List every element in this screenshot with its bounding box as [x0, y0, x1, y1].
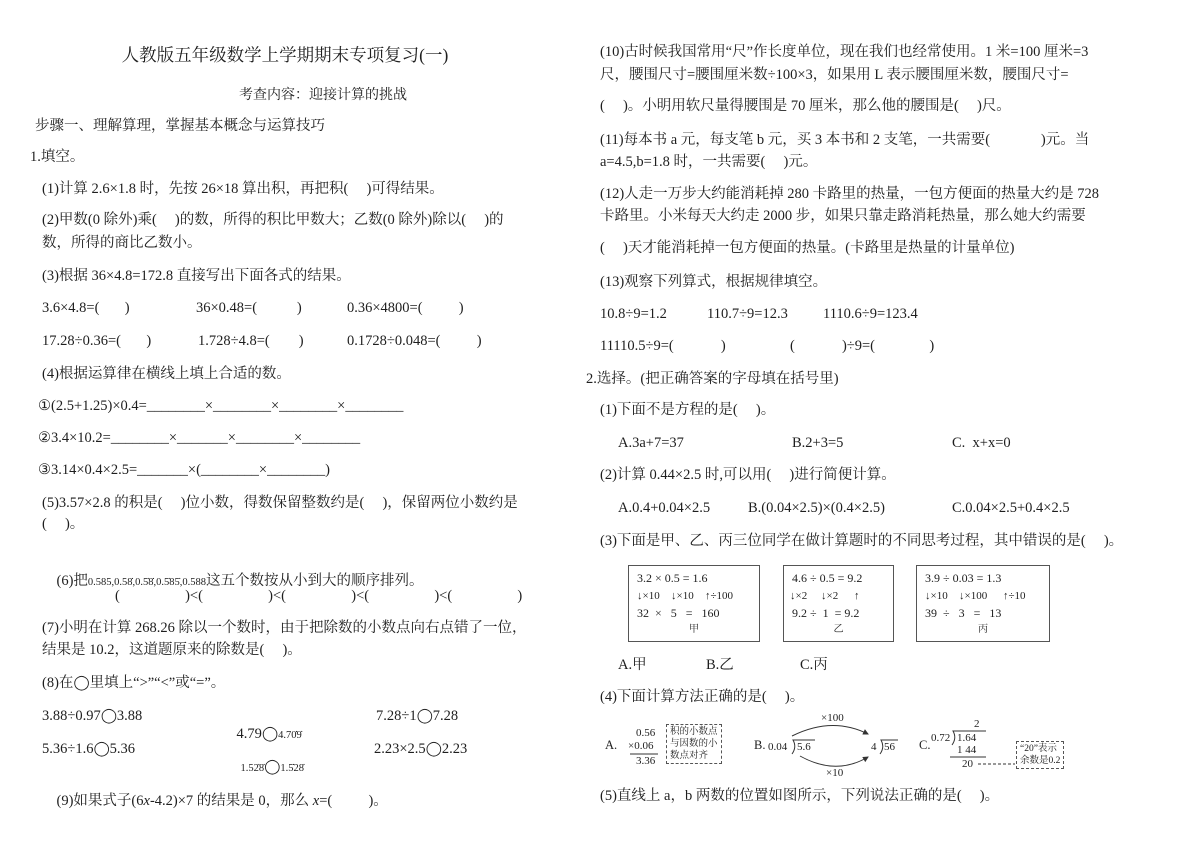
- fill-q9-part: =( )。: [319, 793, 388, 809]
- choice-q2-option-a: A.0.4+0.04×2.5: [618, 500, 711, 516]
- fill-q5-line: ( )。: [42, 516, 85, 532]
- choice-q2-prompt: (2)计算 0.44×2.5 时,可以用( )进行简便计算。: [600, 467, 896, 483]
- fill-q3-item: 1.728÷4.8=( ): [198, 333, 304, 349]
- fill-q6-answer-row: ( )<( )<( )<( )<( ): [115, 588, 523, 604]
- transform-arrow: ↓×10: [637, 590, 660, 602]
- card-transformed-equation: 39 ÷ 3 = 13: [925, 606, 1002, 620]
- fill-q13-equation: 10.8÷9=1.2: [600, 306, 667, 322]
- remainder: 20: [962, 758, 973, 770]
- scale-arrow-bottom: [800, 756, 868, 766]
- card-equation: 3.2 × 0.5 = 1.6: [637, 571, 708, 585]
- fill-q8-item-right: 1.5̇28̇: [280, 763, 304, 774]
- new-divisor: 4: [871, 741, 877, 753]
- card-transformed-equation: 32 × 5 = 160: [637, 606, 720, 620]
- option-a-note-box: [666, 724, 722, 764]
- variable-x: x: [312, 793, 320, 809]
- fill-q13-equation: 1110.6÷9=123.4: [823, 306, 918, 322]
- choice-q3-prompt: (3)下面是甲、乙、丙三位同学在做计算题时的不同思考过程，其中错误的是( )。: [600, 533, 1124, 549]
- product: 3.36: [636, 755, 656, 767]
- choice-q3-option-b: B.乙: [706, 657, 734, 673]
- card-label: 甲: [689, 624, 699, 635]
- multiplier: ×0.06: [628, 740, 654, 752]
- worksheet-subtitle: 考查内容：迎接计算的挑战: [239, 88, 407, 103]
- dividend: 1.64: [957, 732, 977, 744]
- fill-q12-line: (12)人走一万步大约能消耗掉 280 卡路里的热量，一包方便面的热量大约是 728: [600, 186, 1100, 202]
- fill-q12-line: ( )天才能消耗掉一包方便面的热量。(卡路里是热量的计量单位): [600, 240, 1015, 256]
- note-line: 与因数的小: [670, 739, 718, 749]
- dividend: 5.6: [797, 741, 811, 753]
- fill-q4-prompt: (4)根据运算律在横线上填上合适的数。: [42, 366, 291, 382]
- note-line: “20”表示: [1020, 744, 1057, 754]
- choice-q4-option-b-letter: B.: [754, 738, 766, 752]
- transform-arrow: ↑÷100: [705, 590, 734, 602]
- card-equation: 3.9 ÷ 0.03 = 1.3: [925, 571, 1002, 585]
- choice-q1-option-b: B.2+3=5: [792, 435, 844, 451]
- new-dividend: 56: [884, 741, 895, 753]
- scale-label-bottom: ×10: [826, 767, 844, 779]
- transform-arrow: ↑÷10: [1003, 590, 1026, 602]
- choice-q2-option-c: C.0.04×2.5+0.4×2.5: [952, 500, 1070, 516]
- fill-q10-line: ( )。小明用软尺量得腰围是 70 厘米，那么他的腰围是( )尺。: [600, 98, 1011, 114]
- fill-q8-item-right: 4.70̇9̇: [278, 730, 302, 741]
- fill-q2-line: (2)甲数(0 除外)乘( )的数，所得的积比甲数大；乙数(0 除外)除以( )的: [42, 212, 504, 228]
- choice-q4-option-a-letter: A.: [605, 738, 618, 752]
- fill-q5-line: (5)3.57×2.8 的积是( )位小数，得数保留整数约是( )，保留两位小数约是: [42, 495, 518, 511]
- fill-q2-line: 数，所得的商比乙数小。: [42, 235, 202, 251]
- fill-q12-line: 卡路里。小米每天大约走 2000 步，如果只靠走路消耗热量，那么她大约需要: [600, 208, 1086, 224]
- fill-q10-line: 尺，腰围尺寸=腰围厘米数÷100×3，如果用 L 表示腰围厘米数，腰围尺寸=: [600, 67, 1069, 83]
- fill-q4-line: ①(2.5+1.25)×0.4=________×________×________×________: [38, 398, 404, 414]
- transform-arrow: ↑: [854, 590, 860, 602]
- choice-q1-prompt: (1)下面不是方程的是( )。: [600, 402, 776, 418]
- fill-q6-prefix: (6)把: [56, 573, 88, 589]
- fill-q9-part: -4.2)×7 的结果是 0，那么: [149, 793, 313, 809]
- note-line: 积的小数点: [670, 727, 718, 737]
- fill-q6-suffix: 这五个数按从小到大的顺序排列。: [206, 573, 424, 589]
- fill-q9-part: (9)如果式子(6: [56, 793, 144, 809]
- choice-q3-option-a: A.甲: [618, 657, 647, 673]
- fill-q8-item: 5.36÷1.6◯5.36: [42, 741, 136, 757]
- choice-heading: 2.选择。(把正确答案的字母填在括号里): [586, 371, 839, 387]
- worksheet-title: 人教版五年级数学上学期期末专项复习(一): [121, 45, 449, 65]
- choice-q1-option-c: C. x+x=0: [952, 435, 1011, 451]
- choice-q1-option-a: A.3a+7=37: [618, 435, 684, 451]
- fill-q4-line: ③3.14×0.4×2.5=_______×(________×________): [38, 462, 330, 478]
- transform-arrow: ↓×10: [925, 590, 948, 602]
- fill-q8-item: 2.23×2.5◯2.23: [374, 741, 468, 757]
- fill-q4-line: ②3.4×10.2=________×_______×________×________: [38, 430, 361, 446]
- card-label: 乙: [833, 624, 844, 635]
- divisor: 0.04: [768, 741, 788, 753]
- transform-arrow: ↓×100: [959, 590, 988, 602]
- choice-q4-option-c-letter: C.: [919, 738, 931, 752]
- compare-circle: ◯: [264, 759, 281, 775]
- quotient: 2: [974, 718, 980, 730]
- fill-in-heading: 1.填空。: [30, 149, 85, 165]
- fill-q3-item: 3.6×4.8=( ): [42, 300, 130, 316]
- choice-q5-prompt: (5)直线上 a，b 两数的位置如图所示，下列说法正确的是( )。: [600, 788, 1000, 804]
- fill-q13-blank-equation: 11110.5÷9=( ): [600, 338, 726, 354]
- fill-q11-line: (11)每本书 a 元，每支笔 b 元，买 3 本书和 2 支笔，一共需要( )元。当: [600, 132, 1090, 148]
- fill-q7-line: 结果是 10.2，这道题原来的除数是( )。: [42, 642, 302, 658]
- subtraction-term: 1 44: [957, 744, 977, 756]
- transform-arrow: ↓×2: [821, 590, 839, 602]
- fill-q3-prompt: (3)根据 36×4.8=172.8 直接写出下面各式的结果。: [42, 268, 351, 284]
- fill-q6-numbers: 0.585,0.58̇,0.5̇8̇,0.5̇85̇,0.588: [87, 577, 207, 588]
- fill-q8-item: 7.28÷1◯7.28: [376, 708, 459, 724]
- card-transformed-equation: 9.2 ÷ 1 = 9.2: [792, 606, 860, 620]
- fill-q13-blank-equation: ( )÷9=( ): [790, 338, 935, 354]
- fill-q13-prompt: (13)观察下列算式，根据规律填空。: [600, 274, 828, 290]
- fill-q8-item-left: 4.79◯: [236, 726, 279, 742]
- card-label: 丙: [978, 624, 988, 635]
- step-heading: 步骤一、理解算理，掌握基本概念与运算技巧: [35, 118, 325, 134]
- fill-q3-item: 17.28÷0.36=( ): [42, 333, 152, 349]
- fill-q13-equation: 110.7÷9=12.3: [707, 306, 788, 322]
- fill-q8-item-left: 1.52̇8̇: [240, 763, 265, 774]
- transform-arrow: ↓×10: [671, 590, 694, 602]
- divisor: 0.72: [931, 732, 951, 744]
- fill-q1-text: (1)计算 2.6×1.8 时，先按 26×18 算出积，再把积( )可得结果。: [42, 181, 444, 197]
- option-c-note-box: [1016, 741, 1064, 769]
- scale-arrow-top: [792, 725, 868, 736]
- choice-q2-option-b: B.(0.04×2.5)×(0.4×2.5): [748, 500, 885, 516]
- note-line: 余数是0.2: [1020, 756, 1061, 766]
- fill-q8-item: 3.88÷0.97◯3.88: [42, 708, 143, 724]
- choice-q4-prompt: (4)下面计算方法正确的是( )。: [600, 689, 805, 705]
- multiplicand: 0.56: [636, 727, 656, 739]
- fill-q3-item: 0.36×4800=( ): [347, 300, 464, 316]
- choice-q3-option-c: C.丙: [800, 657, 828, 673]
- fill-q7-line: (7)小明在计算 268.26 除以一个数时，由于把除数的小数点向右点错了一位，: [42, 620, 527, 636]
- fill-q11-line: a=4.5,b=1.8 时，一共需要( )元。: [600, 154, 818, 170]
- note-line: 数点对齐: [670, 751, 709, 761]
- variable-x: x: [143, 793, 150, 809]
- transform-arrow: ↓×2: [790, 590, 808, 602]
- scale-label-top: ×100: [821, 712, 844, 724]
- card-equation: 4.6 ÷ 0.5 = 9.2: [792, 571, 863, 585]
- fill-q3-item: 0.1728÷0.048=( ): [347, 333, 482, 349]
- fill-q10-line: (10)古时候我国常用“尺”作长度单位，现在我们也经常使用。1 米=100 厘米=3: [600, 44, 1089, 60]
- fill-q8-prompt: (8)在◯里填上“>”“<”或“=”。: [42, 675, 226, 691]
- fill-q3-item: 36×0.48=( ): [196, 300, 302, 316]
